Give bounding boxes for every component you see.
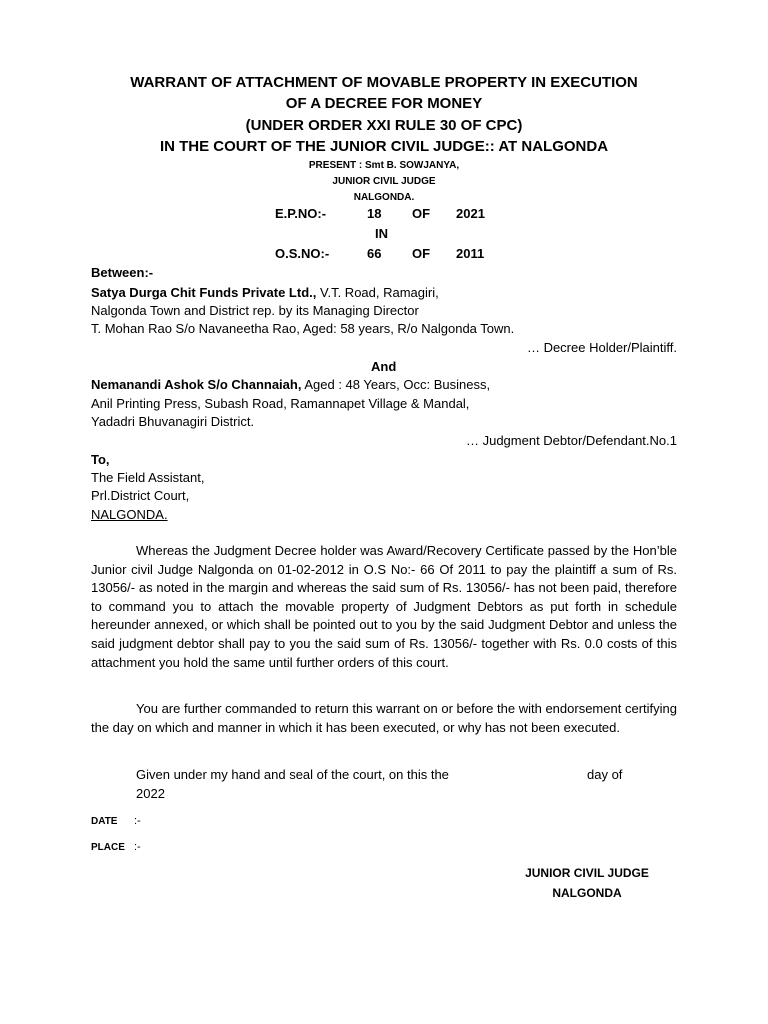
heading-line-4: IN THE COURT OF THE JUNIOR CIVIL JUDGE:: AT NALGONDA (159, 138, 609, 155)
heading-line-3: (UNDER ORDER XXI RULE 30 OF CPC) (245, 117, 523, 134)
plaintiff-name: Satya Durga Chit Funds Private Ltd., (91, 285, 317, 300)
signature-title: JUNIOR CIVIL JUDGE (525, 866, 649, 880)
defendant-line-3: Yadadri Bhuvanagiri District. (91, 414, 255, 429)
heading-line-1: WARRANT OF ATTACHMENT OF MOVABLE PROPERTY IN EXECUTION (130, 74, 638, 91)
signature-place: NALGONDA (552, 886, 622, 900)
os-label: O.S.NO:- (275, 246, 330, 261)
plaintiff-address-1: V.T. Road, Ramagiri, (316, 285, 439, 300)
ep-year: 2021 (456, 206, 485, 221)
in-label: IN (375, 226, 388, 241)
plaintiff-line-1 (91, 284, 439, 302)
and-label: And (371, 359, 397, 374)
ep-label: E.P.NO:- (275, 206, 327, 221)
present-line-2: JUNIOR CIVIL JUDGE (332, 176, 436, 187)
addressee-line-2: Prl.District Court, (91, 488, 190, 503)
addressee-line-1: The Field Assistant, (91, 470, 205, 485)
day-of-text: day of (587, 767, 623, 782)
os-year: 2011 (456, 246, 485, 261)
plaintiff-line-3: T. Mohan Rao S/o Navaneetha Rao, Aged: 58 years, R/o Nalgonda Town. (91, 321, 515, 336)
os-of: OF (412, 246, 431, 261)
body-paragraph-1: Whereas the Judgment Decree holder was Award/Recovery Certificate passed by the Hon’ble Junior civil Judge Nalgonda on 01-02-2012 in O.S No:- 66 Of 2011 to pay the plaintiff a sum of Rs. 13056/- as noted in the margin and whereas the said sum of Rs. 13056/- has not been paid, therefore to command you to attach the movable property of Judgment Debtors as put forth in schedule hereunder annexed, or which shall be pointed out to you by the said Judgment Debtor and unless the said judgment debtor shall pay to you the said sum of Rs. 13056/- together with Rs. 0.0 costs of this attachment you hold the same until further orders of this court. (91, 543, 677, 670)
given-under-hand-text: Given under my hand and seal of the court, on this the (136, 767, 449, 782)
defendant-line-1 (91, 376, 490, 394)
date-label: DATE (91, 816, 118, 827)
to-label: To, (91, 452, 110, 467)
ep-number: 18 (367, 206, 382, 221)
defendant-line-2: Anil Printing Press, Subash Road, Ramannapet Village & Mandal, (91, 396, 470, 411)
place-value: :- (134, 841, 141, 853)
defendant-role: … Judgment Debtor/Defendant.No.1 (465, 433, 677, 448)
date-value: :- (134, 815, 141, 827)
present-line-1: PRESENT : Smt B. SOWJANYA, (308, 160, 460, 171)
os-number: 66 (367, 246, 382, 261)
plaintiff-line-2: Nalgonda Town and District rep. by its Managing Director (91, 303, 419, 318)
ep-of: OF (412, 206, 431, 221)
addressee-line-3: NALGONDA. (91, 507, 168, 522)
plaintiff-role: … Decree Holder/Plaintiff. (526, 340, 677, 355)
heading-line-2: OF A DECREE FOR MONEY (285, 95, 483, 112)
place-label: PLACE (91, 842, 125, 853)
defendant-name: Nemanandi Ashok S/o Channaiah, (91, 377, 302, 392)
defendant-address-1: Aged : 48 Years, Occ: Business, (301, 377, 491, 392)
body-paragraph-2: You are further commanded to return this warrant on or before the with endorsement certifying the day on which and manner in which it has been executed, or why has not been executed. (91, 701, 677, 735)
given-year: 2022 (136, 786, 165, 801)
between-label: Between:- (91, 265, 154, 280)
present-line-3: NALGONDA. (353, 192, 415, 203)
